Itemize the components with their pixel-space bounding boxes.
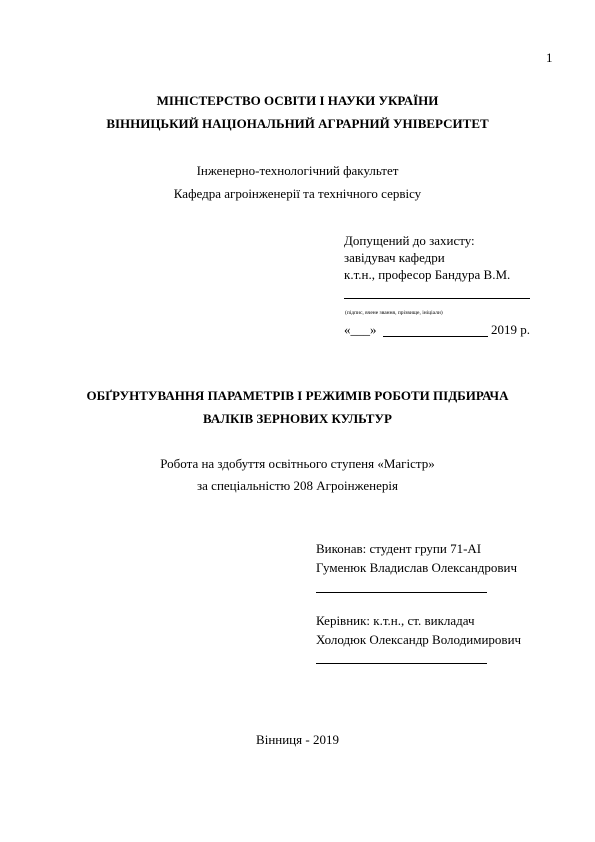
supervisor-name: Холодюк Олександр Володимирович bbox=[316, 632, 522, 647]
approval-date-open: «___» bbox=[344, 322, 377, 337]
thesis-title-line2: ВАЛКІВ ЗЕРНОВИХ КУЛЬТУР bbox=[203, 411, 392, 426]
specialty-line: за спеціальністю 208 Агроінженерія bbox=[197, 478, 398, 493]
approval-line-head: завідувач кафедри bbox=[344, 250, 445, 265]
approval-line-name: к.т.н., професор Бандура В.М. bbox=[344, 267, 511, 282]
city-year: Вінниця - 2019 bbox=[256, 732, 339, 747]
executor-signature-line bbox=[316, 592, 487, 593]
university-heading: ВІННИЦЬКИЙ НАЦІОНАЛЬНИЙ АГРАРНИЙ УНІВЕРСИТЕТ bbox=[106, 116, 489, 131]
approval-date-year: 2019 р. bbox=[491, 322, 530, 337]
page-number: 1 bbox=[546, 50, 553, 65]
approval-date-line bbox=[383, 336, 488, 337]
department-name: Кафедра агроінженерії та технічного сервісу bbox=[173, 186, 422, 201]
supervisor-line1: Керівник: к.т.н., ст. викладач bbox=[316, 613, 475, 628]
faculty-name: Інженерно-технологічний факультет bbox=[196, 163, 399, 178]
thesis-title-line1: ОБҐРУНТУВАННЯ ПАРАМЕТРІВ І РЕЖИМІВ РОБОТИ ПІДБИРАЧА bbox=[86, 388, 509, 403]
approval-line-admitted: Допущений до захисту: bbox=[344, 233, 475, 248]
supervisor-signature-line bbox=[316, 663, 487, 664]
approval-signature-hint: (підпис, вчене звання, прізвище, ініціали) bbox=[345, 310, 443, 316]
ministry-heading: МІНІСТЕРСТВО ОСВІТИ І НАУКИ УКРАЇНИ bbox=[156, 93, 439, 108]
degree-line: Робота на здобуття освітнього ступеня «Магістр» bbox=[160, 456, 435, 471]
executor-line1: Виконав: студент групи 71-АІ bbox=[316, 541, 482, 556]
approval-signature-line bbox=[344, 298, 530, 299]
executor-name: Гуменюк Владислав Олександрович bbox=[316, 560, 518, 575]
